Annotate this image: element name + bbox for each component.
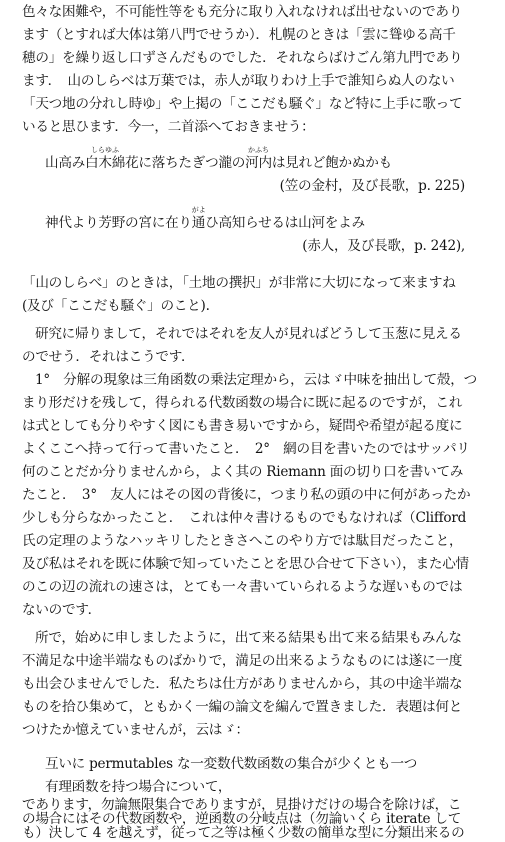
text-line: つけたか憶えていませんが，云はゞ： (22, 722, 249, 738)
text-line: 1° 分解の現象は三角函数の乗法定理から，云はゞ中味を抽出して殻，つ (35, 372, 477, 388)
text-line: 氏の定理のようなハッキリしたときさへこのやり方では駄目だったこと， (22, 533, 463, 549)
ruby-word (85, 146, 126, 171)
poem-source: (笠の金村，及び長歌，p. 225) (279, 178, 465, 194)
ruby-reading: かふち (248, 146, 269, 154)
poem-text: 山高み (45, 155, 86, 171)
text-line: たこと． 3° 友人にはその図の背後に，つまり私の頭の中に何があったか (22, 487, 471, 503)
ruby-reading: しらゆふ (91, 146, 120, 154)
ruby-reading: がよ (191, 206, 206, 214)
text-line: のでせう．それはこうです． (22, 349, 195, 365)
ruby-base: 白木綿 (85, 155, 126, 171)
text-line: ないのです． (22, 602, 101, 618)
text-line: は式としても分りやすく図にも書き易いですから，疑問や希望が起る度に (22, 418, 463, 434)
text-line: ます（とすれば大体は第八門でせうか）．札幌のときは「雲に聳ゆる高千 (22, 27, 456, 43)
poem-text: は見れど飽かぬかも (271, 155, 392, 171)
text-line: であります，勿論無限集合でありますが，見掛けだけの場合を除けば，こ (22, 797, 462, 813)
text-line: も出会ひませんでした．私たちは仕方がありませんから，其の中途半端な (22, 676, 463, 692)
text-line: いると思ひます．今一，二首添へておきませう： (22, 119, 315, 135)
poem-line (45, 206, 491, 232)
text-line: (及び「ここだも騒ぐ」のこと). (22, 298, 210, 314)
text-line: よくここへ持って行って書いたこと． 2° 網の目を書いたのではサッパリ (22, 441, 470, 457)
poem-source: (赤人，及び長歌，p. 242), (302, 238, 465, 254)
text-line: 不満足な中途半端なものばかりで，満足の出来るようなものには遂に一度 (22, 653, 463, 669)
ruby-word (245, 146, 272, 171)
quote-line: 互いに permutables な一変数代数函数の集合が少くとも一つ (45, 756, 418, 772)
text-line: の場合にはその代数函数や，逆函数の分岐点は（勿論いくら iterate して (22, 811, 462, 827)
quote-line: 有理函数を持つ場合について， (45, 779, 232, 795)
text-line: 及び私はそれを既に体験で知っていたことを思ひ合せて下さい），また心情 (22, 556, 469, 572)
text-line: 色々な困難や，不可能性等をも充分に取り入れなければ出せないのであり (22, 4, 463, 20)
ruby-base: 河内 (245, 155, 272, 171)
poem-line (45, 146, 491, 172)
text-line: 「山のしらべ」のときは，「土地の撰択」が非常に大切になって来ますね (22, 275, 456, 291)
text-line: 穂の」を繰り返し口ずさんだものでした．それならばけごん第九門であり (22, 50, 463, 66)
text-line: 何のことだか分りませんから，よく其の Riemann 面の切り口を書いてみ (22, 464, 464, 480)
text-line: のこの辺の流れの速さは，とても一々書いていられるような遅いものでは (22, 579, 463, 595)
poem-text: 花に落ちたぎつ瀧の (125, 155, 246, 171)
text-line: ます． 山のしらべは万葉では，赤人が取りわけ上手で誰知らぬ人のない (22, 73, 455, 89)
text-line: も）決して 4 を越えず，従って之等は極く少数の簡単な型に分類出来るの (22, 825, 465, 841)
ruby-word (191, 206, 206, 231)
ruby-base: 通 (191, 215, 206, 231)
text-line: 「天つ地の分れし時ゆ」や上掲の「ここだも騒ぐ」など特に上手に歌って (22, 96, 463, 112)
text-line: 研究に帰りまして，それではそれを友人が見ればどうして玉葱に見える (35, 326, 462, 342)
poem-text: 神代より芳野の宮に在り (45, 215, 192, 231)
text-line: 少しも分らなかったこと． これは仲々書けるものでもなければ（Clifford (22, 510, 467, 526)
text-line: まり形だけを残して，得られる代数函数の場合に既に起るのですが，これ (22, 395, 463, 411)
text-line: ものを拾ひ集めて，ともかく一編の論文を編んで置きました．表題は何と (22, 699, 463, 715)
poem-text: ひ高知らせるは山河をよみ (205, 215, 365, 231)
text-line: 所で，始めに申しましたように，出て来る結果も出て来る結果もみんな (35, 630, 462, 646)
